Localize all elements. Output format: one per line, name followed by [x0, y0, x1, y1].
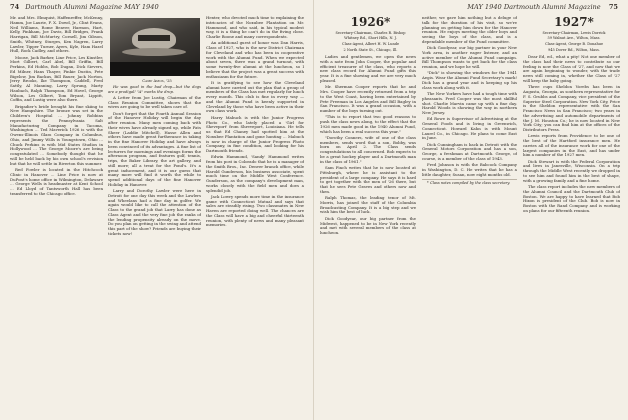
photo-brim-shape — [122, 48, 186, 56]
left-column-1 — [10, 16, 103, 416]
footnote: * Class notes compiled by the class secretary. — [422, 179, 517, 186]
paragraph: Sam Finch writes that he is now located at Pittsburgh, where he is assistant to the president of a large company. He says it is hard to get together with the men of '26 there, but that he sees Pete Graves and others now and then. — [320, 165, 416, 194]
paragraph: Don't forget that the Fourth Annual Session of the Hanover Holiday will begin the day after reunion. Many men coming back with their wives have already signed up, while Fats Sheer (Laddie Mitchell), Hasse Allen and others have made great furtherance in taking in the fine Hanover Holiday and have always been convinced of its advantages. A fine list of lecturers for mornings and evenings forms the afternoon program, and features golf, tennis, trips, the Baker Library, the art gallery, and still more; all a treat for the Pond's. It's a great inducement, and it is our guess that many more will find it worth the while to spend additional days of the fine Hanover Holiday in Hanover. — [108, 110, 201, 187]
class-1926-agent-address: 2 North State St., Chicago, Ill. — [343, 47, 398, 52]
paragraph: Three cups Sheldon Vorebs has been in Augusta, Georgia, as southern representative for F. S. Grubbs and Company, vice president of the Superior Steel Corporation. New York City, Price is the Sheldon representative with the San Francisco News in San Francisco; two years in the advertising and automobile departments of the J. M. Houston Co.; he is now located in New York City; you can find him at the offices of the Distributors Press. — [523, 84, 620, 133]
class-1927-secretary: Secretary-Chairman, Lewis Dorrick — [542, 30, 606, 35]
paragraph: Ladies and gentlemen, we open the news with a note from John Cooper, the popular and efficient treasurer of the class, who reports a new class record for Alumni Fund gifts this year. It is a fine showing and we are very much pleased. — [320, 54, 416, 83]
left-head-title: Dartmouth Alumni Magazine — [25, 3, 123, 11]
paragraph: It is gratifying to see how the Cleveland alumni have carried out the plan that a group of members of the Class has met regularly for lunch every month. This club is fine in every way — and the Alumni Fund is keenly supported in Cleveland by those who have been active in their own class work. — [206, 79, 304, 114]
paragraph: Ralph Thomas, the leading tenor of Mt. Morris, has joined the staff of the Columbia Broadcasting Company. It is a big step and we wish him the best of luck. — [320, 195, 416, 215]
right-column-3 — [523, 16, 620, 416]
class-1926-secretary: Secretary-Chairman, Charles R. Bishop — [335, 30, 406, 35]
photo-caption: He was good in the bad drop—but the dogs are a prodigal! "A" marks the drop. — [108, 85, 201, 94]
paragraph: Fred Johnson is with the Babcock Company in Washington, D. C. He writes that he has a little daughter, Susan, now eight months old. — [422, 162, 517, 177]
photo-hat-shape — [132, 28, 176, 50]
paragraph: Moose, Jack Barker, Line Price, Les Kinstler, Mort Gilbert, Carl Abel, Bill Griffin, Bill Perkins, Ed Hobbs, Bob Dugan, Dick Sievers, Ed Milner, Hans Thayer, Pinkie Dustin, Pete Bigelow, Jim Backus, Bill Bauer, Jack Norton, Jerry Brooks, Ike Thompson, Caddell, Fred Sattly, Al Manning, Larry Sprung, Marty Haubach, Ralph Thompson, Ed Hovel, George Wilson, Les Gilbert, Tom Bryant, Lippitt, Coffin, and Lustig were also there. — [10, 54, 103, 103]
left-column-2 — [108, 16, 201, 416]
paragraph: Jack Lowry spends more time in the insurance game with Connecticut Mutual and says that sales are steadily rising. Two classmates in New Haven are reported doing well. The chances are the Class will have a big and cheerful thirteenth reunion, with plenty of news and many pleasant memories. — [206, 193, 304, 228]
photo-ground — [110, 62, 200, 76]
right-column-1 — [320, 16, 416, 416]
class-1927-agent-address: 945 Dover Rd., Wilton, Mass. — [548, 47, 600, 52]
class-1926-address: Whitney Rd., Short Hills, N. J. — [344, 36, 397, 41]
right-running-head — [324, 3, 618, 13]
paragraph: "Dick" is showing the windows for the 1941 Aegis. Wear the Alumni Fund Secretary's mark! Dick has a grand year and is keeping up his class work along with it. — [422, 70, 517, 90]
left-page-number: 74 — [10, 3, 20, 11]
paragraph: "Dorothy Conners, wife of one of the class members, sends word that a son, Bobby, was born on April 2. The Class sends congratulations to all concerned. Bob expects to be a great hockey player and a Dartmouth man in the class of 1961." — [320, 134, 416, 164]
paragraph: "This is to report that two good reasons to push the class news along, to the effect that the 1926 men made good in the 1940 Alumni Fund, which has been a real success this year." — [320, 114, 416, 134]
class-1927-heading: 1927* — [554, 16, 594, 29]
paragraph: Lewis reports from Providence to be one of the best of the Hartford insurance men. He carries all of the insurance work for one of the largest companies in the East, and has under him a number of the 1927 men. — [523, 133, 620, 158]
paragraph: Brigadier's bride brought his fine skiing to New Hampshire. The bronze was set in the Children's Hospital ... Johnny Robbins represents the Pennsylvania Salt Manufacturing Company in Tacoma, Washington ... Ted Maverick 1926 is with the Owens-Illinois Glass Company in Columbus, Ohio, and Jimmy Wills is Youngstown, Ohio ... Chuck Perkins is with Mid States Studios in Hollywood ... The George Moore's are being congratulated ... Somebody thought that he will be held back by his own school's revision but that he will settle in Riverton this summer. — [10, 103, 103, 166]
paragraph: Mr. and Mrs. Elmquist, Haffenreffer, McKenny, Hamm, Joe Laurie, F. X. Dowd, Jr., Clint Evans, Neil Williams, Rome Beaver, Harmon, Hart, Kelly, Pinkham, Joe Davis, Bill Bridges, Frank Harrigan, Bill McMurtry, Cornell, Jim Gibson, Smith, Whitney, Sturges, Ken Nagren, Larry Lawler, Tipper Turner, Ayers, Kyle, Ham Hazel Hull, Rock Cadley, and others. — [10, 16, 103, 54]
class-1926-agent: Class-Agent, Albert H. W. Lunde — [341, 42, 400, 47]
paragraph: Mr. Sherman Cooper reports that he and Mrs. Cooper have recently returned from a trip to the West Coast, having been entertained by Pete Freeman in Los Angeles and Bill Bagley in San Francisco. It was a grand occasion, with a number of the boys turning out. — [320, 84, 416, 114]
class-1927-address: 59 Walnut Ave., Wilton, Mass. — [547, 36, 601, 41]
right-head-title: Dartmouth Alumni Magazine — [503, 3, 601, 11]
paragraph: Dear Ed, ed., what a pity! Not one member of the class had their news to contribute so our feeling is now the Class of '27, and now that we are again beginning to wonder, with the trade news still coming in, whether the Class of '27 will keep the baby going. — [523, 54, 620, 83]
paragraph: Dick Goodyear, our big partner in your New York area, is another eager listener, and an active member of the Alumni Fund campaign. Bill Thompson wants to get back for the class reunion, and we hope he will. — [422, 45, 517, 70]
paragraph: Harry Mabuch is with the Junior Progress Photo Co., who lately placed a 'Girl for Sheveport' from Shreveport, Louisiana. He tells us that Ed Chaney had spotted him at the Noxubee Plantation and gone hunting ... Mabuch is now in charge of the Junior Progress Photo Company, in fine condition, and looking for his Dartmouth friends. — [206, 114, 304, 154]
paragraph: Dick Cunningham is back in Detroit with the General Motors Corporation and has a son, George, a freshman at Dartmouth. George, of course, is a member of the class of 1943. — [422, 141, 517, 161]
paragraph: Hexter, who devoted much time to explaining the intricacies of the Noxubee Plantation on Mr. Hammond, and who said, in his typical modest way, it is a thing he can't do in the fiving close. Charlie Boone and many correspondents. — [206, 16, 304, 39]
photo-caption-title: Camp Amos, '25 — [142, 79, 172, 83]
paragraph: A Letter from Joe Lustig, Chairman of the Class Reunion Committee, shows that the wives are going to be well taken care of. — [108, 94, 201, 110]
right-page — [314, 0, 628, 420]
paragraph: The class report includes the new members of the Alumni Council and the Dartmouth Club of Boston. We are happy to have learned that Bob Hixon is president of the Club. Bob is now in Boston with the Rand Company and is working on plans for our fifteenth reunion. — [523, 184, 620, 213]
paragraph: neither, we gave him nothing but a deluge of talk for the duration of his visit, so we're planning on getting him down for the Hanover reunion. He enjoys meeting the older boys and seeing the boys of the class, and is a dependable member of the Fund committee. — [422, 16, 517, 44]
paragraph: The New Yorkers have had a tough time with pheasants. Fred Cooper was the most skillful shot. Charlie Marvin came up with a fine day. Harold Woods is showing the way in northern New Jersey. — [422, 91, 517, 116]
left-running-head — [10, 3, 303, 13]
right-head-date: MAY 1940 — [467, 3, 502, 11]
left-column-3 — [206, 16, 304, 416]
class-1926-heading: 1926* — [350, 16, 391, 29]
right-page-number: 75 — [608, 3, 618, 11]
paragraph: Dick Goodyear, our big partner from the Midwest, happened to be in New York recently and met with several members of the class at luncheon. — [320, 215, 416, 235]
class-1927-agent: Class-Agent, George B. Donahue — [544, 42, 604, 47]
paragraph: Ed Rowe is Supervisor of Advertising at the General Foods and is living in Greenwich, Connecticut. Howard Kahn is with Mount Laurel Co., in Chicago. He plans to come East in June. — [422, 116, 517, 141]
paragraph: Red Fowler is located in the Hitchcock Clinic in Hanover ... Line Price is now at DuPont's home office in Wilmington, Delaware ... George Wells is headmaster at Kent School ... Ed Lloyd of Tantsworth Hall has been transferred to the Chicago office. — [10, 167, 103, 196]
left-head-date: MAY 1940 — [124, 3, 159, 11]
paragraph: Larry and Dorothy Lawler were here in Detroit for one day this week and the Lawlers and Wheelans had a fine day in golfer. We again would like to call the attention of the Class to the grand job that Larry has done as Class Agent and the very fine job the ranks of the lending propensity already on the move. Do you plan on getting in the swing and attend this part of the show? Friends are buying their tickets now! — [108, 188, 201, 236]
paragraph: An additional guest of honor was Dan Harris, Class of 1927, who is the new District Chairman for Cleveland and who has been in cooperative work with the Alumni Fund. When we expected about seven, there was a grand turnout, with some twenty-five alumni at the luncheon, so I believe that the project was a great success with enthusiasm for the future. — [206, 40, 304, 79]
right-column-2 — [422, 16, 517, 416]
paragraph: Dick Stewart is with the Federal Corporation and lives in Janesville, Wisconsin. On a trip through the Middle West recently we dropped in to see him and found him in the best of shape, with a growing family and a fine home. — [523, 158, 620, 183]
class-photo — [110, 18, 200, 76]
paragraph: Edwin Hammond, 'Sandy' Hammond writes from his post in Colorado that he is a manager of the Smith Bros., Inc. Denver branch office, while Harold Gunderson, his business associate, spent much time on the Middle West Conference. Gunderson, as the company's development man, works closely with the field men and does a splendid job. — [206, 154, 304, 193]
